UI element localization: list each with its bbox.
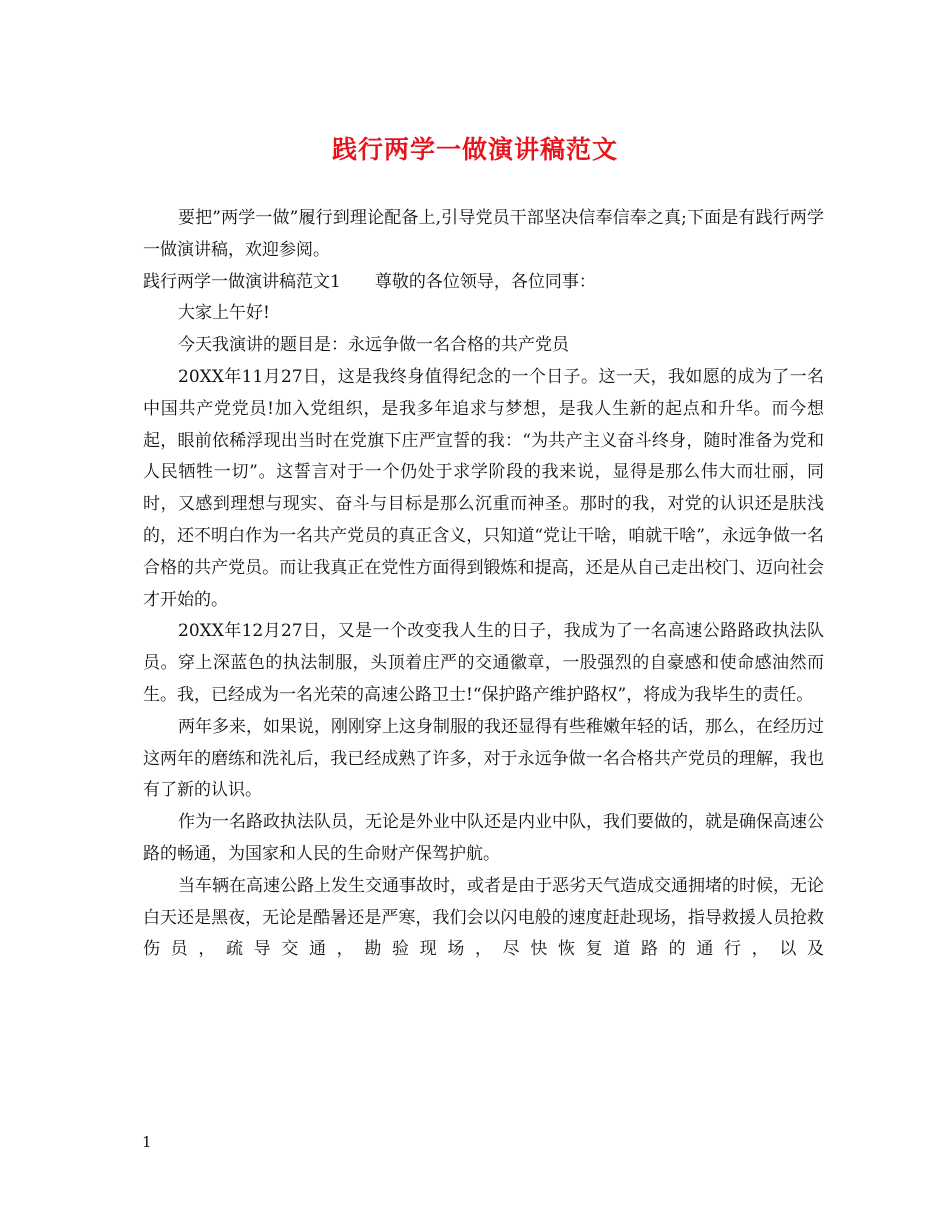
body-paragraph: 当车辆在高速公路上发生交通事故时，或者是由于恶劣天气造成交通拥堵的时候，无论白天还是黑夜，无论是酷暑还是严寒，我们会以闪电般的速度赶赴现场，指导救援人员抢救伤员，疏导交通，勘验现场，尽快恢复道路的通行，以及: [143, 875, 824, 960]
intro-paragraph: 要把”两学一做”履行到理论配备上,引导党员干部坚决信奉信奉之真;下面是有践行两学一做演讲稿，欢迎参阅。: [143, 208, 824, 260]
body-paragraph: 作为一名路政执法队员，无论是外业中队还是内业中队，我们要做的，就是确保高速公路的畅通，为国家和人民的生命财产保驾护航。: [143, 812, 824, 864]
body-paragraph: 20XX年12月27日，又是一个改变我人生的日子，我成为了一名高速公路路政执法队员。穿上深蓝色的执法制服，头顶着庄严的交通徽章，一股强烈的自豪感和使命感油然而生。我，已经成为一名光荣的高速公路卫士!“保护路产维护路权”，将成为我毕生的责任。: [143, 621, 824, 705]
document-body: [143, 203, 824, 966]
speech-heading-line: 践行两学一做演讲稿范文1 尊敬的各位领导，各位同事：: [143, 271, 596, 292]
page-number: 1: [142, 1133, 152, 1151]
document-title: 践行两学一做演讲稿范文: [331, 135, 618, 164]
topic-paragraph: 今天我演讲的题目是：永远争做一名合格的共产党员: [178, 335, 569, 356]
greeting-paragraph: 大家上午好!: [178, 303, 270, 324]
body-paragraph: 20XX年11月27日，这是我终身值得纪念的一个日子。这一天，我如愿的成为了一名中国共产党党员!加入党组织，是我多年追求与梦想，是我人生新的起点和升华。而今想起，眼前依稀浮现出当时在党旗下庄严宣誓的我：“为共产主义奋斗终身，随时准备为党和人民牺牲一切”。这誓言对于一个仍处于求学阶段的我来说，显得是那么伟大而壮丽，同时，又感到理想与现实、奋斗与目标是那么沉重而神圣。那时的我，对党的认识还是肤浅的，还不明白作为一名共产党员的真正含义，只知道“党让干啥，咱就干啥”，永远争做一名合格的共产党员。而让我真正在党性方面得到锻炼和提高，还是从自己走出校门、迈向社会才开始的。: [143, 366, 824, 610]
body-paragraph: 两年多来，如果说，刚刚穿上这身制服的我还显得有些稚嫩年轻的话，那么，在经历过这两年的磨练和洗礼后，我已经成熟了许多，对于永远争做一名合格共产党员的理解，我也有了新的认识。: [143, 716, 824, 801]
